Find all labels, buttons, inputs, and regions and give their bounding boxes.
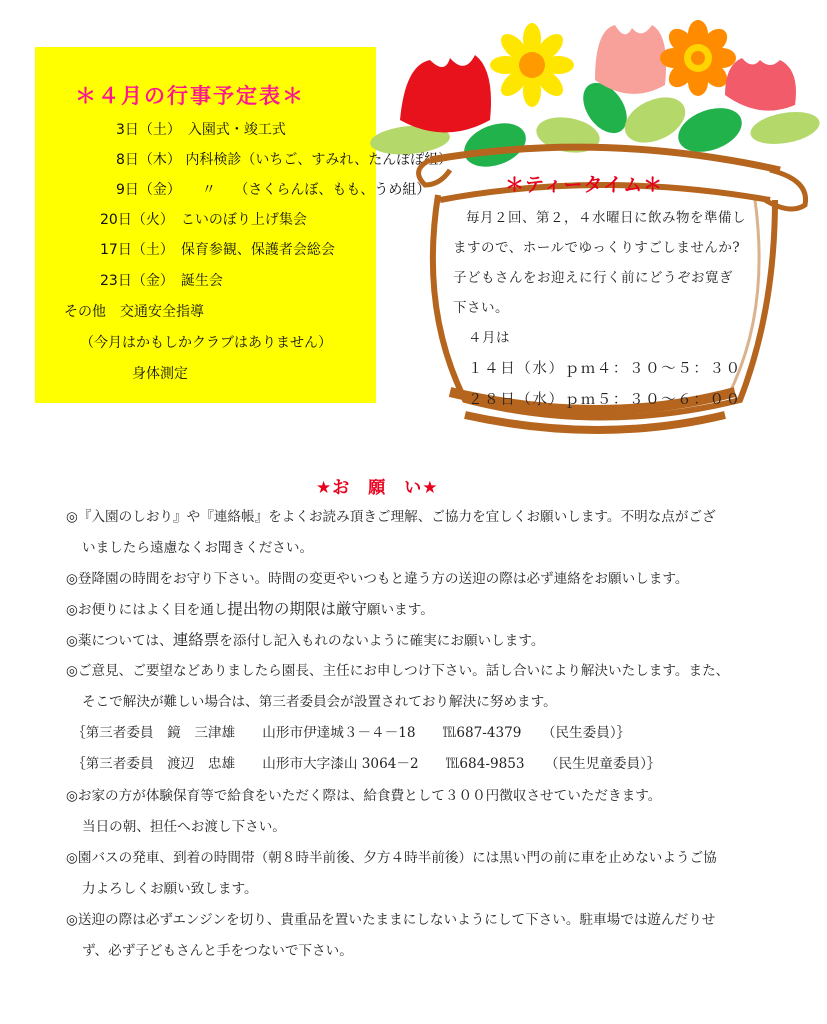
request-emphasis: 連絡票: [172, 631, 220, 649]
teatime-line: ２８日（水）ｐｍ５：３０～６：００: [468, 392, 742, 408]
request-text: を添付し記入もれのないように確実にお願いします。: [219, 633, 545, 649]
request-line: ◎お家の方が体験保育等で給食をいただく際は、給食費として３００円徴収させていただきます。: [66, 788, 662, 804]
request-line: ◎『入園のしおり』や『連絡帳』をよくお読み頂きご理解、ご協力を宜しくお願いします。不明な点がござ: [66, 509, 716, 525]
schedule-line: その他 交通安全指導: [64, 304, 204, 320]
request-line: [66, 628, 544, 650]
teatime-line: ４月は: [468, 330, 510, 346]
request-text: ◎お便りにはよく目を通し: [66, 602, 228, 618]
schedule-line: 身体測定: [132, 366, 188, 382]
request-line: 力よろしくお願い致します。: [82, 881, 258, 897]
requests-title: ★お 願 い★: [316, 478, 439, 498]
schedule-line: 17日（土） 保育参観、保護者会総会: [100, 242, 335, 258]
request-line: そこで解決が難しい場合は、第三者委員会が設置されており解決に努めます。: [82, 694, 557, 710]
request-line: ◎園バスの発車、到着の時間帯（朝８時半前後、夕方４時半前後）には黒い門の前に車を止めないようご協: [66, 850, 717, 866]
request-text: 願います。: [366, 602, 434, 618]
schedule-panel: [35, 47, 453, 403]
teatime-line: 下さい。: [453, 300, 509, 316]
request-line: [66, 597, 434, 619]
schedule-line: 9日（金） 〃 （さくらんぼ、もも、うめ組）: [116, 182, 431, 198]
schedule-title: ＊４月の行事予定表＊: [75, 84, 305, 108]
teatime-line: ますので、ホールでゆっくりすごしませんか?: [453, 240, 741, 256]
teatime-line: １４日（水）ｐｍ４：３０～５：３０: [468, 361, 742, 377]
schedule-line: （今月はかもしかクラブはありません）: [80, 335, 332, 351]
schedule-line: 20日（火） こいのぼり上げ集会: [100, 212, 307, 228]
request-emphasis: 提出物の期限は厳守: [227, 600, 367, 618]
request-line: ◎ご意見、ご要望などありましたら園長、主任にお申しつけ下さい。話し合いにより解決いたします。また、: [66, 663, 730, 679]
teatime-title: ＊ティータイム＊: [505, 174, 664, 196]
teatime-line: 毎月２回、第２，４水曜日に飲み物を準備し: [466, 210, 746, 226]
request-text: ◎薬については、: [66, 633, 173, 649]
request-line: いましたら遠慮なくお聞きください。: [82, 540, 314, 556]
schedule-line: 3日（土） 入園式・竣工式: [116, 122, 286, 138]
request-line: ◎送迎の際は必ずエンジンを切り、貴重品を置いたままにしないようにして下さい。駐車場では遊んだりせ: [66, 912, 716, 928]
schedule-line: 8日（木） 内科検診（いちご、すみれ、たんぽぽ組）: [116, 152, 453, 168]
teatime-line: 子どもさんをお迎えに行く前にどうぞお寛ぎ: [453, 270, 733, 286]
request-line: 当日の朝、担任へお渡し下さい。: [82, 819, 286, 835]
request-line: ◎登降園の時間をお守り下さい。時間の変更やいつもと違う方の送迎の際は必ず連絡をお願いします。: [66, 571, 689, 587]
committee-member-line: ｛第三者委員 鏡 三津雄 山形市伊達城３－４－18 ℡687-4379 （民生委員）｝: [72, 725, 631, 741]
request-line: ず、必ず子どもさんと手をつないで下さい。: [82, 943, 353, 959]
schedule-line: 23日（金） 誕生会: [100, 273, 223, 289]
committee-member-line: ｛第三者委員 渡辺 忠雄 山形市大字漆山 3064－2 ℡684-9853 （民生児童委員）｝: [72, 756, 661, 772]
